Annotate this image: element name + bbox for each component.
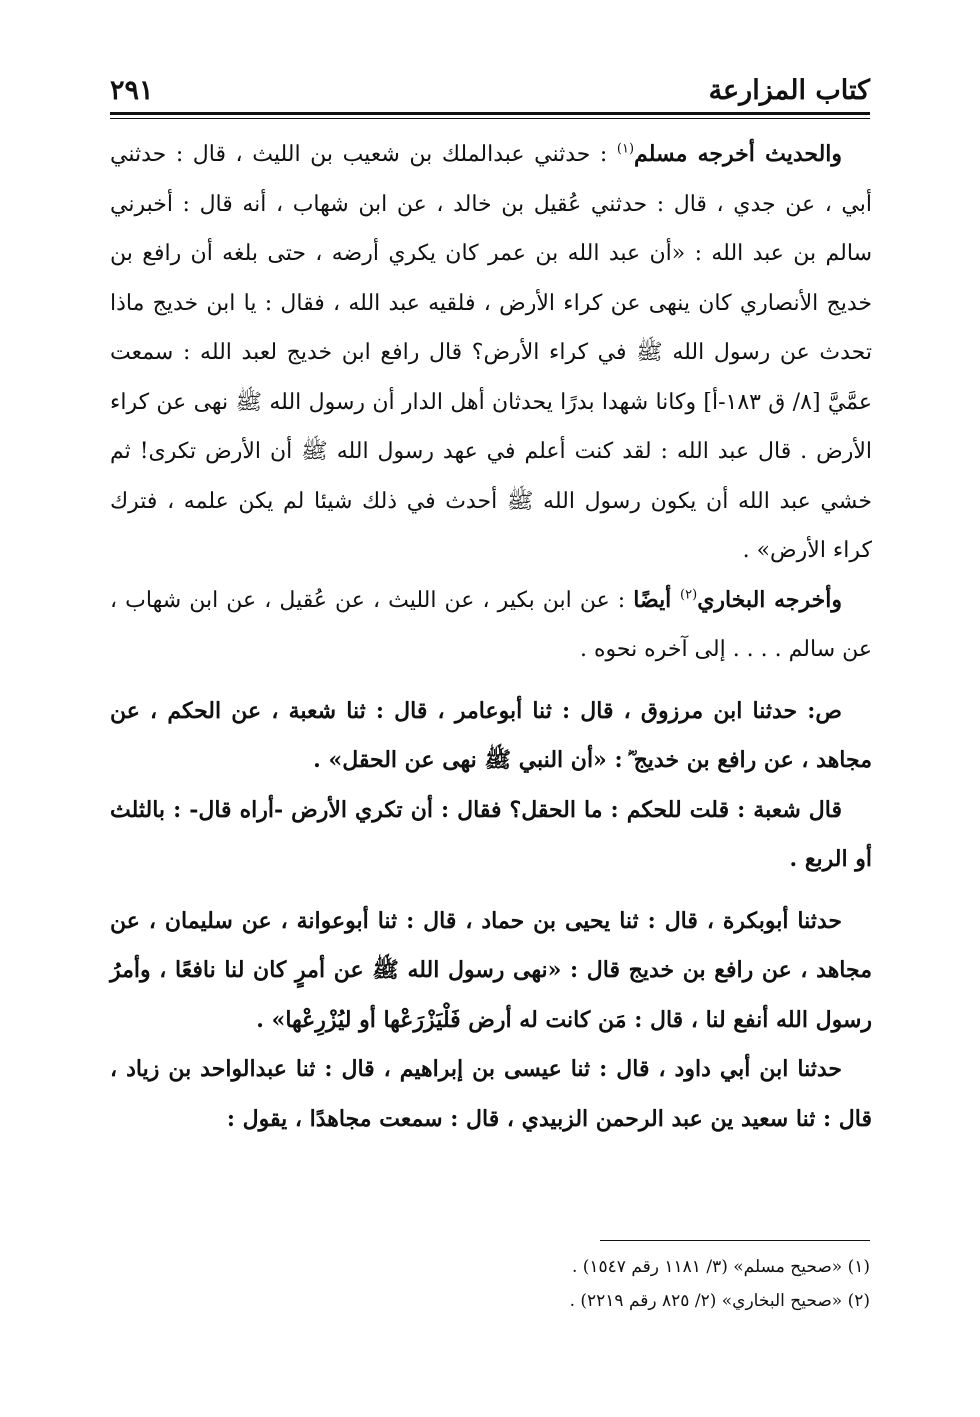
footnotes xyxy=(110,1250,870,1318)
paragraph-lead: والحديث أخرجه مسلم xyxy=(634,141,843,167)
paragraph-muslim xyxy=(110,130,872,576)
paragraph-bukhari xyxy=(110,576,872,675)
header-rule-thick xyxy=(110,112,870,115)
paragraph-shuba: قال شعبة : قلت للحكم : ما الحقل؟ فقال : أن تكري الأرض -أراه قال- : بالثلث أو الربع . xyxy=(110,796,872,872)
page-header xyxy=(110,62,870,106)
paragraph-text: : عن ابن بكير ، عن الليث ، عن عُقيل ، عن ابن شهاب ، عن سالم . . . . إلى آخره نحوه . xyxy=(110,587,872,662)
footnote-marker: (١) xyxy=(616,141,635,157)
page-number: ٢٩١ xyxy=(110,75,154,106)
paragraph-matn-ibn-marzuq: ص: حدثنا ابن مرزوق ، قال : ثنا أبوعامر ، قال : ثنا شعبة ، عن الحكم ، عن مجاهد ، عن رافع بن خديج ؓ : «أن النبي ﷺ نهى عن الحقل» . xyxy=(110,697,872,773)
paragraph-abu-bakra: حدثنا أبوبكرة ، قال : ثنا يحيى بن حماد ، قال : ثنا أبوعوانة ، عن سليمان ، عن مجاهد ، عن رافع بن خديج قال : «نهى رسول الله ﷺ عن أمرٍ كان لنا نافعًا ، وأمرُ رسول الله أنفع لنا ، قال : مَن كانت له أرض فَلْيَزْرَعْها أو ليُزْرِعْها» . xyxy=(110,907,872,1033)
paragraph-lead-2: أيضًا xyxy=(633,586,681,613)
footnote-1: (١) «صحيح مسلم» (٣/ ١١٨١ رقم ١٥٤٧) . xyxy=(571,1257,870,1277)
footnote-rule xyxy=(600,1240,870,1241)
main-text xyxy=(110,130,872,1144)
footnote-2: (٢) «صحيح البخاري» (٢/ ٨٢٥ رقم ٢٢١٩) . xyxy=(569,1291,870,1311)
paragraph-lead: وأخرجه البخاري xyxy=(697,586,842,613)
paragraph-text: : حدثني عبدالملك بن شعيب بن الليث ، قال : حدثني أبي ، عن جدي ، قال : حدثني عُقيل بن خالد ، عن ابن شهاب ، أنه قال : أخبرني سالم بن عبد الله : «أن عبد الله بن عمر كان يكري أرضه ، حتى بلغه أن رافع بن خديج الأنصاري كان ينهى عن كراء الأرض ، فلقيه عبد الله ، فقال : يا ابن خديج ماذا تحدث عن رسول الله ﷺ في كراء الأرض؟ قال رافع ابن خديج لعبد الله : سمعت عمَّيَّ [٨/ ق ١٨٣-أ] وكانا شهدا بدرًا يحدثان أهل الدار أن رسول الله ﷺ نهى عن كراء الأرض . قال عبد الله : لقد كنت أعلم في عهد رسول الله ﷺ أن الأرض تكرى! ثم خشي عبد الله أن يكون رسول الله ﷺ أحدث في ذلك شيئا لم يكن علمه ، فترك كراء الأرض» . xyxy=(110,142,873,563)
chapter-title: كتاب المزارعة xyxy=(708,75,870,106)
footnote-marker: (٢) xyxy=(680,587,698,603)
paragraph-ibn-abi-dawud: حدثنا ابن أبي داود ، قال : ثنا عيسى بن إبراهيم ، قال : ثنا عبدالواحد بن زياد ، قال : ثنا سعيد ين عبد الرحمن الزبيدي ، قال : سمعت مجاهدًا ، يقول : xyxy=(110,1056,872,1132)
header-rule-thin xyxy=(110,118,870,119)
